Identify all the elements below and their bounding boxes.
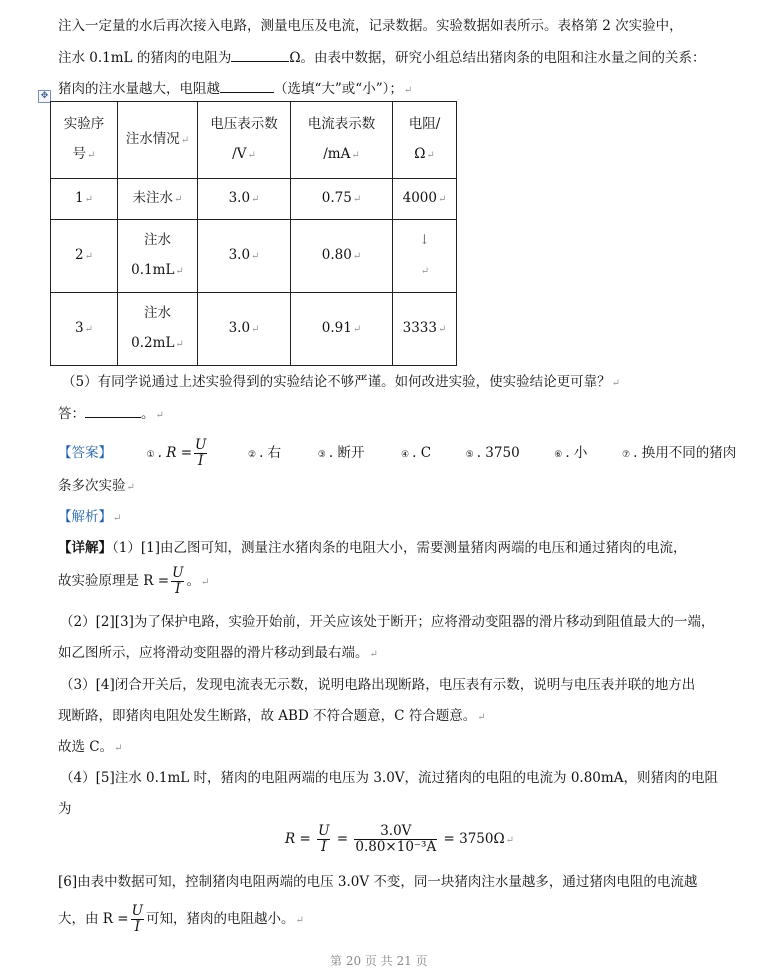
analysis-p3b: 现断路，即猪肉电阻处发生断路，故 ABD 不符合题意，C 符合题意。↵ [58, 708, 486, 724]
analysis-label-line: 【解析】↵ [58, 509, 122, 525]
header-cell: 电流表示数 /mA↵ [291, 102, 393, 179]
q5-question: （5）有同学说通过上述实验得到的实验结论不够严谨。如何改进实验，使实验结论更可靠？↵ [62, 374, 620, 390]
cell-current: 0.80↵ [291, 220, 393, 293]
fraction-numeric: $\frac{3.0V}{\text{0.80×10⁻³A}}$ [355, 823, 437, 855]
analysis-p3c: 故选 C。↵ [58, 739, 123, 755]
analysis-p4b: 为 [58, 801, 72, 817]
table-row [51, 220, 457, 293]
cell-voltage: 3.0↵ [198, 179, 291, 220]
cell-water: 注水 0.1mL↵ [118, 220, 198, 293]
page-footer: 第 20 页 共 21 页 [330, 954, 428, 968]
intro-line-3-a: 猪肉的注水量越大，电阻越 [58, 81, 220, 97]
intro-line-2-a: 注水 0.1mL 的猪肉的电阻为 [58, 50, 232, 66]
cell-no: 1↵ [51, 179, 118, 220]
intro-line-3: 猪肉的注水量越大，电阻越 （选填“大”或“小”）；↵ [58, 78, 412, 101]
table-move-handle-icon[interactable]: ✥ [38, 90, 51, 103]
table-row [51, 179, 457, 220]
cell-resistance: 3333↵ [393, 293, 457, 366]
fraction-u-over-i: $\frac{U}{I}$ [195, 437, 207, 469]
header-cell: 注水情况↵ [118, 102, 198, 179]
analysis-p1b: 故实验原理是 R = $\frac{U}{I}$ 。↵ [58, 565, 210, 597]
analysis-p2a: （2）[2][3]为了保护电路，实验开始前，开关应该处于断开；应将滑动变阻器的滑片移动到阻值最大的一端， [60, 614, 715, 630]
fraction-u-over-i: $\frac{U}{I}$ [131, 903, 143, 935]
cell-no: 2↵ [51, 220, 118, 293]
cell-current: 0.91↵ [291, 293, 393, 366]
header-cell: 实验序 号↵ [51, 102, 118, 179]
cell-voltage: 3.0↵ [198, 293, 291, 366]
fraction-u-over-i: $\frac{U}{I}$ [172, 565, 184, 597]
cell-resistance: ↓ ↵ [393, 220, 457, 293]
intro-line-2-b: Ω。由表中数据，研究小组总结出猪肉条的电阻和注水量之间的关系： [289, 50, 706, 66]
cell-voltage: 3.0↵ [198, 220, 291, 293]
analysis-p4a: （4）[5]注水 0.1mL 时，猪肉的电阻两端的电压为 3.0V，流过猪肉的电阻的电流为 0.80mA，则猪肉的电阻 [60, 770, 718, 786]
intro-line-2 [58, 47, 706, 68]
answer-line: 【答案】 ① . R = $\frac{U}{I}$ ② . 右 ③ . 断开 ④ . C ⑤ . 3750 ⑥ . 小 ⑦ . 换用不同的猪肉 [58, 437, 737, 469]
table-header-row [51, 102, 457, 179]
table-row [51, 293, 457, 366]
analysis-p6a: [6]由表中数据可知，控制猪肉电阻两端的电压 3.0V 不变，同一块猪肉注水量越多，通过猪肉电阻的电流越 [58, 874, 698, 890]
answer-blank[interactable] [85, 403, 141, 418]
analysis-p1a: 【详解】（1）[1]由乙图可知，测量注水猪肉条的电阻大小，需要测量猪肉两端的电压和通过猪肉的电流， [58, 540, 687, 556]
analysis-p2b: 如乙图所示，应将滑动变阻器的滑片移动到最右端。↵ [58, 645, 378, 661]
intro-line-1: 注入一定量的水后再次接入电路，测量电压及电流，记录数据。实验数据如表所示。表格第 2 次实验中， [58, 18, 683, 34]
cell-no: 3↵ [51, 293, 118, 366]
fill-blank[interactable] [231, 47, 289, 62]
header-cell: 电压表示数 /V↵ [198, 102, 291, 179]
answer-label: 【答案】 [58, 445, 112, 461]
answer-continuation: 条多次实验↵ [58, 478, 135, 494]
equation: R = $\frac{U}{I}$ = $\frac{3.0V}{\text{0.80×10⁻³A}}$ = 3750Ω↵ [285, 823, 515, 855]
fill-blank[interactable] [220, 78, 274, 93]
fraction-u-over-i: $\frac{U}{I}$ [318, 823, 330, 855]
cell-current: 0.75↵ [291, 179, 393, 220]
header-cell: 电阻/ Ω↵ [393, 102, 457, 179]
data-table [50, 101, 457, 366]
analysis-p6b: 大，由 R = $\frac{U}{I}$ 可知，猪肉的电阻越小。↵ [58, 903, 304, 935]
cell-resistance: 4000↵ [393, 179, 457, 220]
cell-water: 注水 0.2mL↵ [118, 293, 198, 366]
intro-line-3-b: （选填“大”或“小”）； [274, 81, 403, 97]
analysis-p3a: （3）[4]闭合开关后，发现电流表无示数，说明电路出现断路，电压表有示数，说明与电压表并联的地方出 [60, 677, 696, 693]
cell-water: 未注水↵ [118, 179, 198, 220]
q5-answer-line: 答： 。↵ [58, 403, 164, 426]
